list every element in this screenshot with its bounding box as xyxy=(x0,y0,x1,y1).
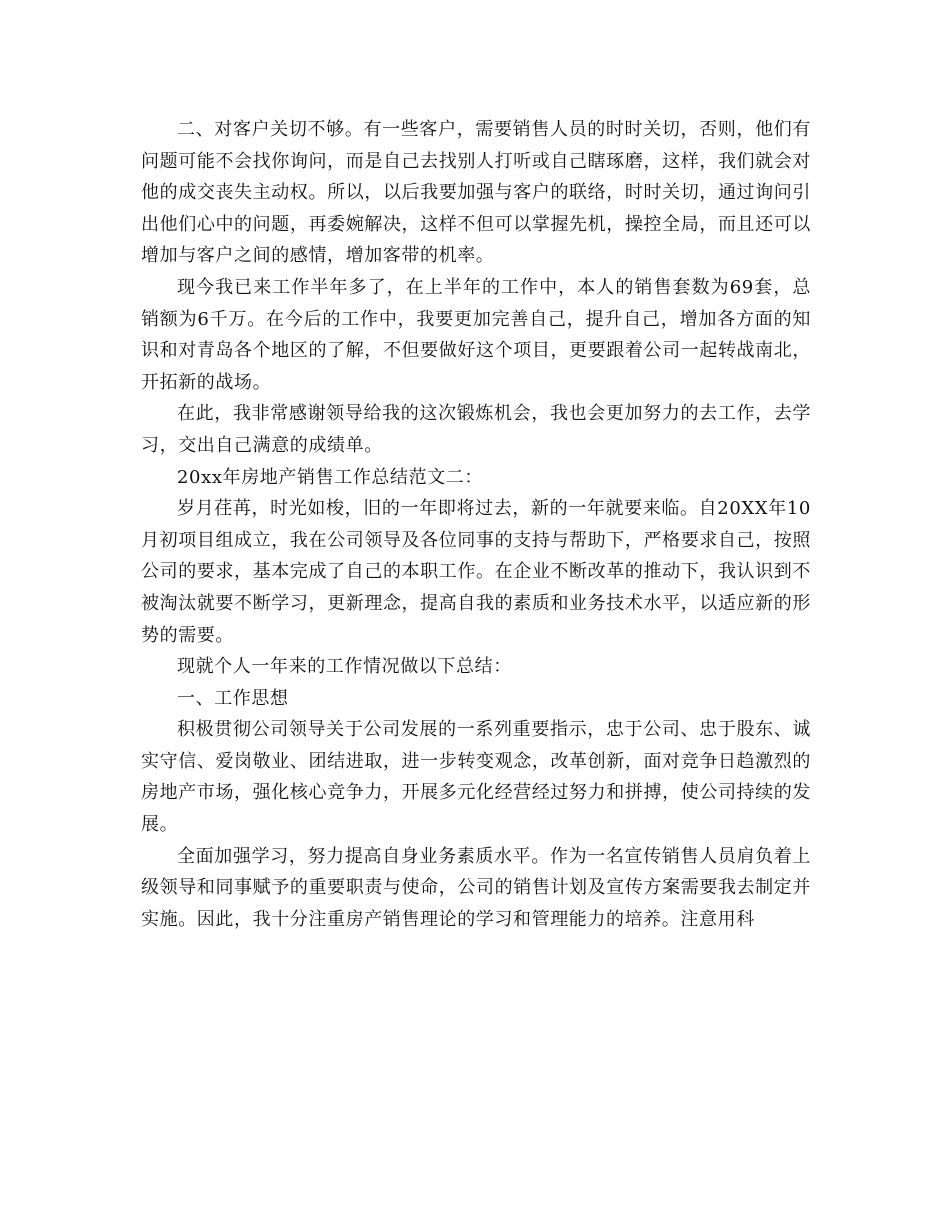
paragraph-thanks: 在此，我非常感谢领导给我的这次锻炼机会，我也会更加努力的去工作，去学习，交出自己满意的成绩单。 xyxy=(141,403,811,456)
heading-work-thinking: 一、工作思想 xyxy=(177,687,289,709)
document-page xyxy=(141,114,811,935)
paragraph-year-intro: 岁月荏苒，时光如梭，旧的一年即将过去，新的一年就要来临。自20XX年10月初项目组成立，我在公司领导及各位同事的支持与帮助下，严格要求自己，按照公司的要求，基本完成了自己的本职工作。在企业不断改革的推动下，我认识到不被淘汰就要不断学习，更新理念，提高自我的素质和业务技术水平，以适应新的形势的需要。 xyxy=(141,498,811,646)
paragraph-customer-care: 二、对客户关切不够。有一些客户，需要销售人员的时时关切，否则，他们有问题可能不会找你询问，而是自己去找别人打听或自己瞎琢磨，这样，我们就会对他的成交丧失主动权。所以，以后我要加强与客户的联络，时时关切，通过询问引出他们心中的问题，再委婉解决，这样不但可以掌握先机，操控全局，而且还可以增加与客户之间的感情，增加客带的机率。 xyxy=(141,119,811,267)
paragraph-company-directives: 积极贯彻公司领导关于公司发展的一系列重要指示，忠于公司、忠于股东、诚实守信、爱岗敬业、团结进取，进一步转变观念，改革创新，面对竞争日趋激烈的房地产市场，强化核心竞争力，开展多元化经营经过努力和拼搏，使公司持续的发展。 xyxy=(141,719,811,836)
paragraph-half-year-sales: 现今我已来工作半年多了，在上半年的工作中，本人的销售套数为69套，总销额为6千万。在今后的工作中，我要更加完善自己，提升自己，增加各方面的知识和对青岛各个地区的了解，不但要做好这个项目，更要跟着公司一起转战南北，开拓新的战场。 xyxy=(141,276,811,393)
paragraph-summary-lead: 现就个人一年来的工作情况做以下总结： xyxy=(177,656,512,678)
section-title-example-two: 20xx年房地产销售工作总结范文二： xyxy=(177,466,484,488)
paragraph-strengthen-learning: 全面加强学习，努力提高自身业务素质水平。作为一名宣传销售人员肩负着上级领导和同事赋予的重要职责与使命，公司的销售计划及宣传方案需要我去制定并实施。因此，我十分注重房产销售理论的学习和管理能力的培养。注意用科 xyxy=(141,845,811,930)
